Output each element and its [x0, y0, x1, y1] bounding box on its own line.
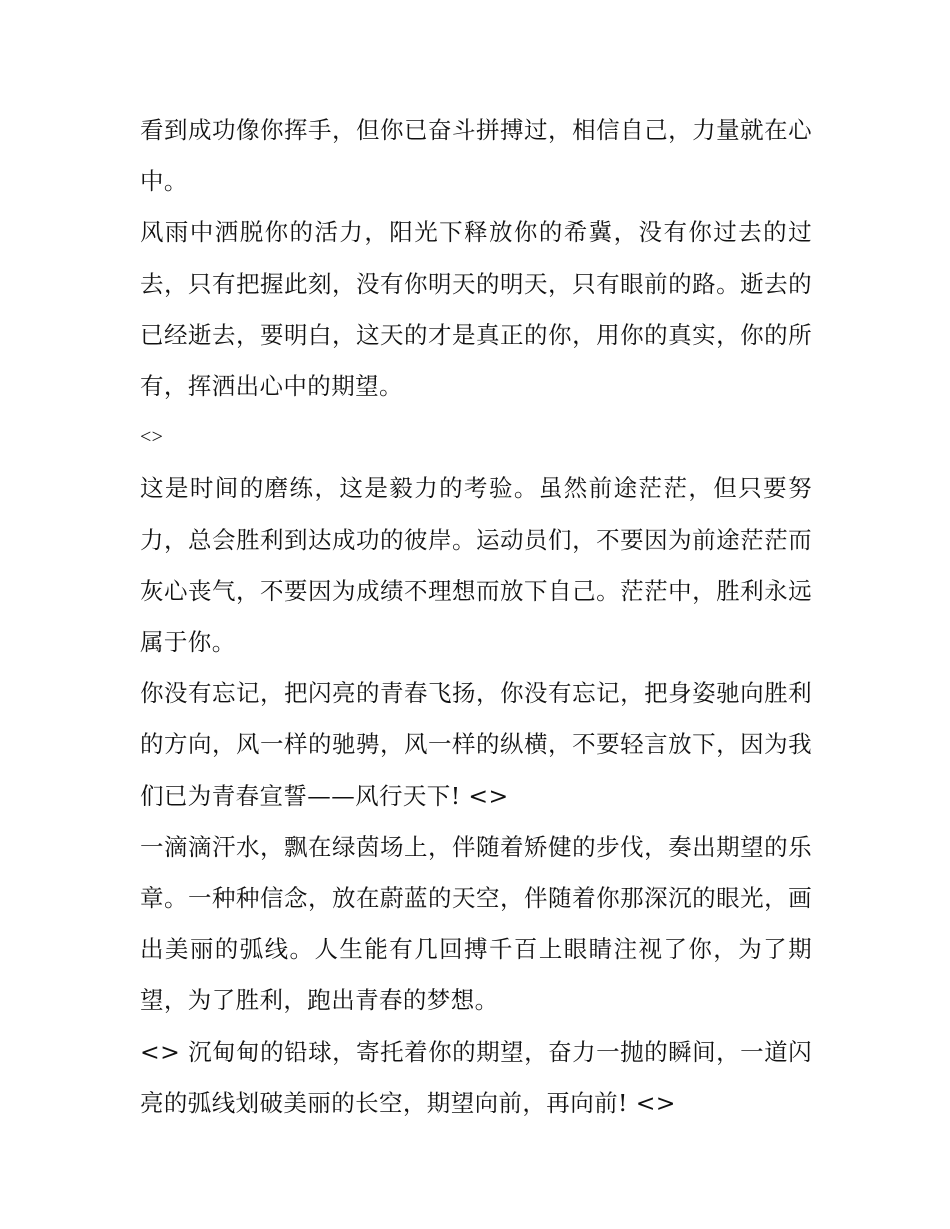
separator-marker: <>	[140, 426, 164, 449]
paragraph-1: 看到成功像你挥手，但你已奋斗拼搏过，相信自己，力量就在心中。	[140, 116, 812, 196]
paragraph-4: 你没有忘记，把闪亮的青春飞扬，你没有忘记，把身姿驰向胜利的方向，风一样的驰骋，风一样的纵横，不要轻言放下，因为我们已为青春宣誓——风行天下! <>	[140, 679, 812, 810]
paragraph-2: 风雨中洒脱你的活力，阳光下释放你的希冀，没有你过去的过去，只有把握此刻，没有你明天的明天，只有眼前的路。逝去的已经逝去，要明白，这天的才是真正的你，用你的真实，你的所有，挥洒出心中的期望。	[140, 218, 812, 401]
paragraph-3: 这是时间的磨练，这是毅力的考验。虽然前途茫茫，但只要努力，总会胜利到达成功的彼岸。运动员们，不要因为前途茫茫而灰心丧气，不要因为成绩不理想而放下自己。茫茫中，胜利永远属于你。	[140, 474, 812, 657]
document-body	[140, 105, 812, 1129]
paragraph-6: <> 沉甸甸的铅球，寄托着你的期望，奋力一抛的瞬间，一道闪亮的弧线划破美丽的长空，期望向前，再向前! <>	[140, 1037, 812, 1117]
paragraph-5: 一滴滴汗水，飘在绿茵场上，伴随着矫健的步伐，奏出期望的乐章。一种种信念，放在蔚蓝的天空，伴随着你那深沉的眼光，画出美丽的弧线。人生能有几回搏千百上眼睛注视了你，为了期望，为了胜利，跑出青春的梦想。	[140, 832, 812, 1015]
